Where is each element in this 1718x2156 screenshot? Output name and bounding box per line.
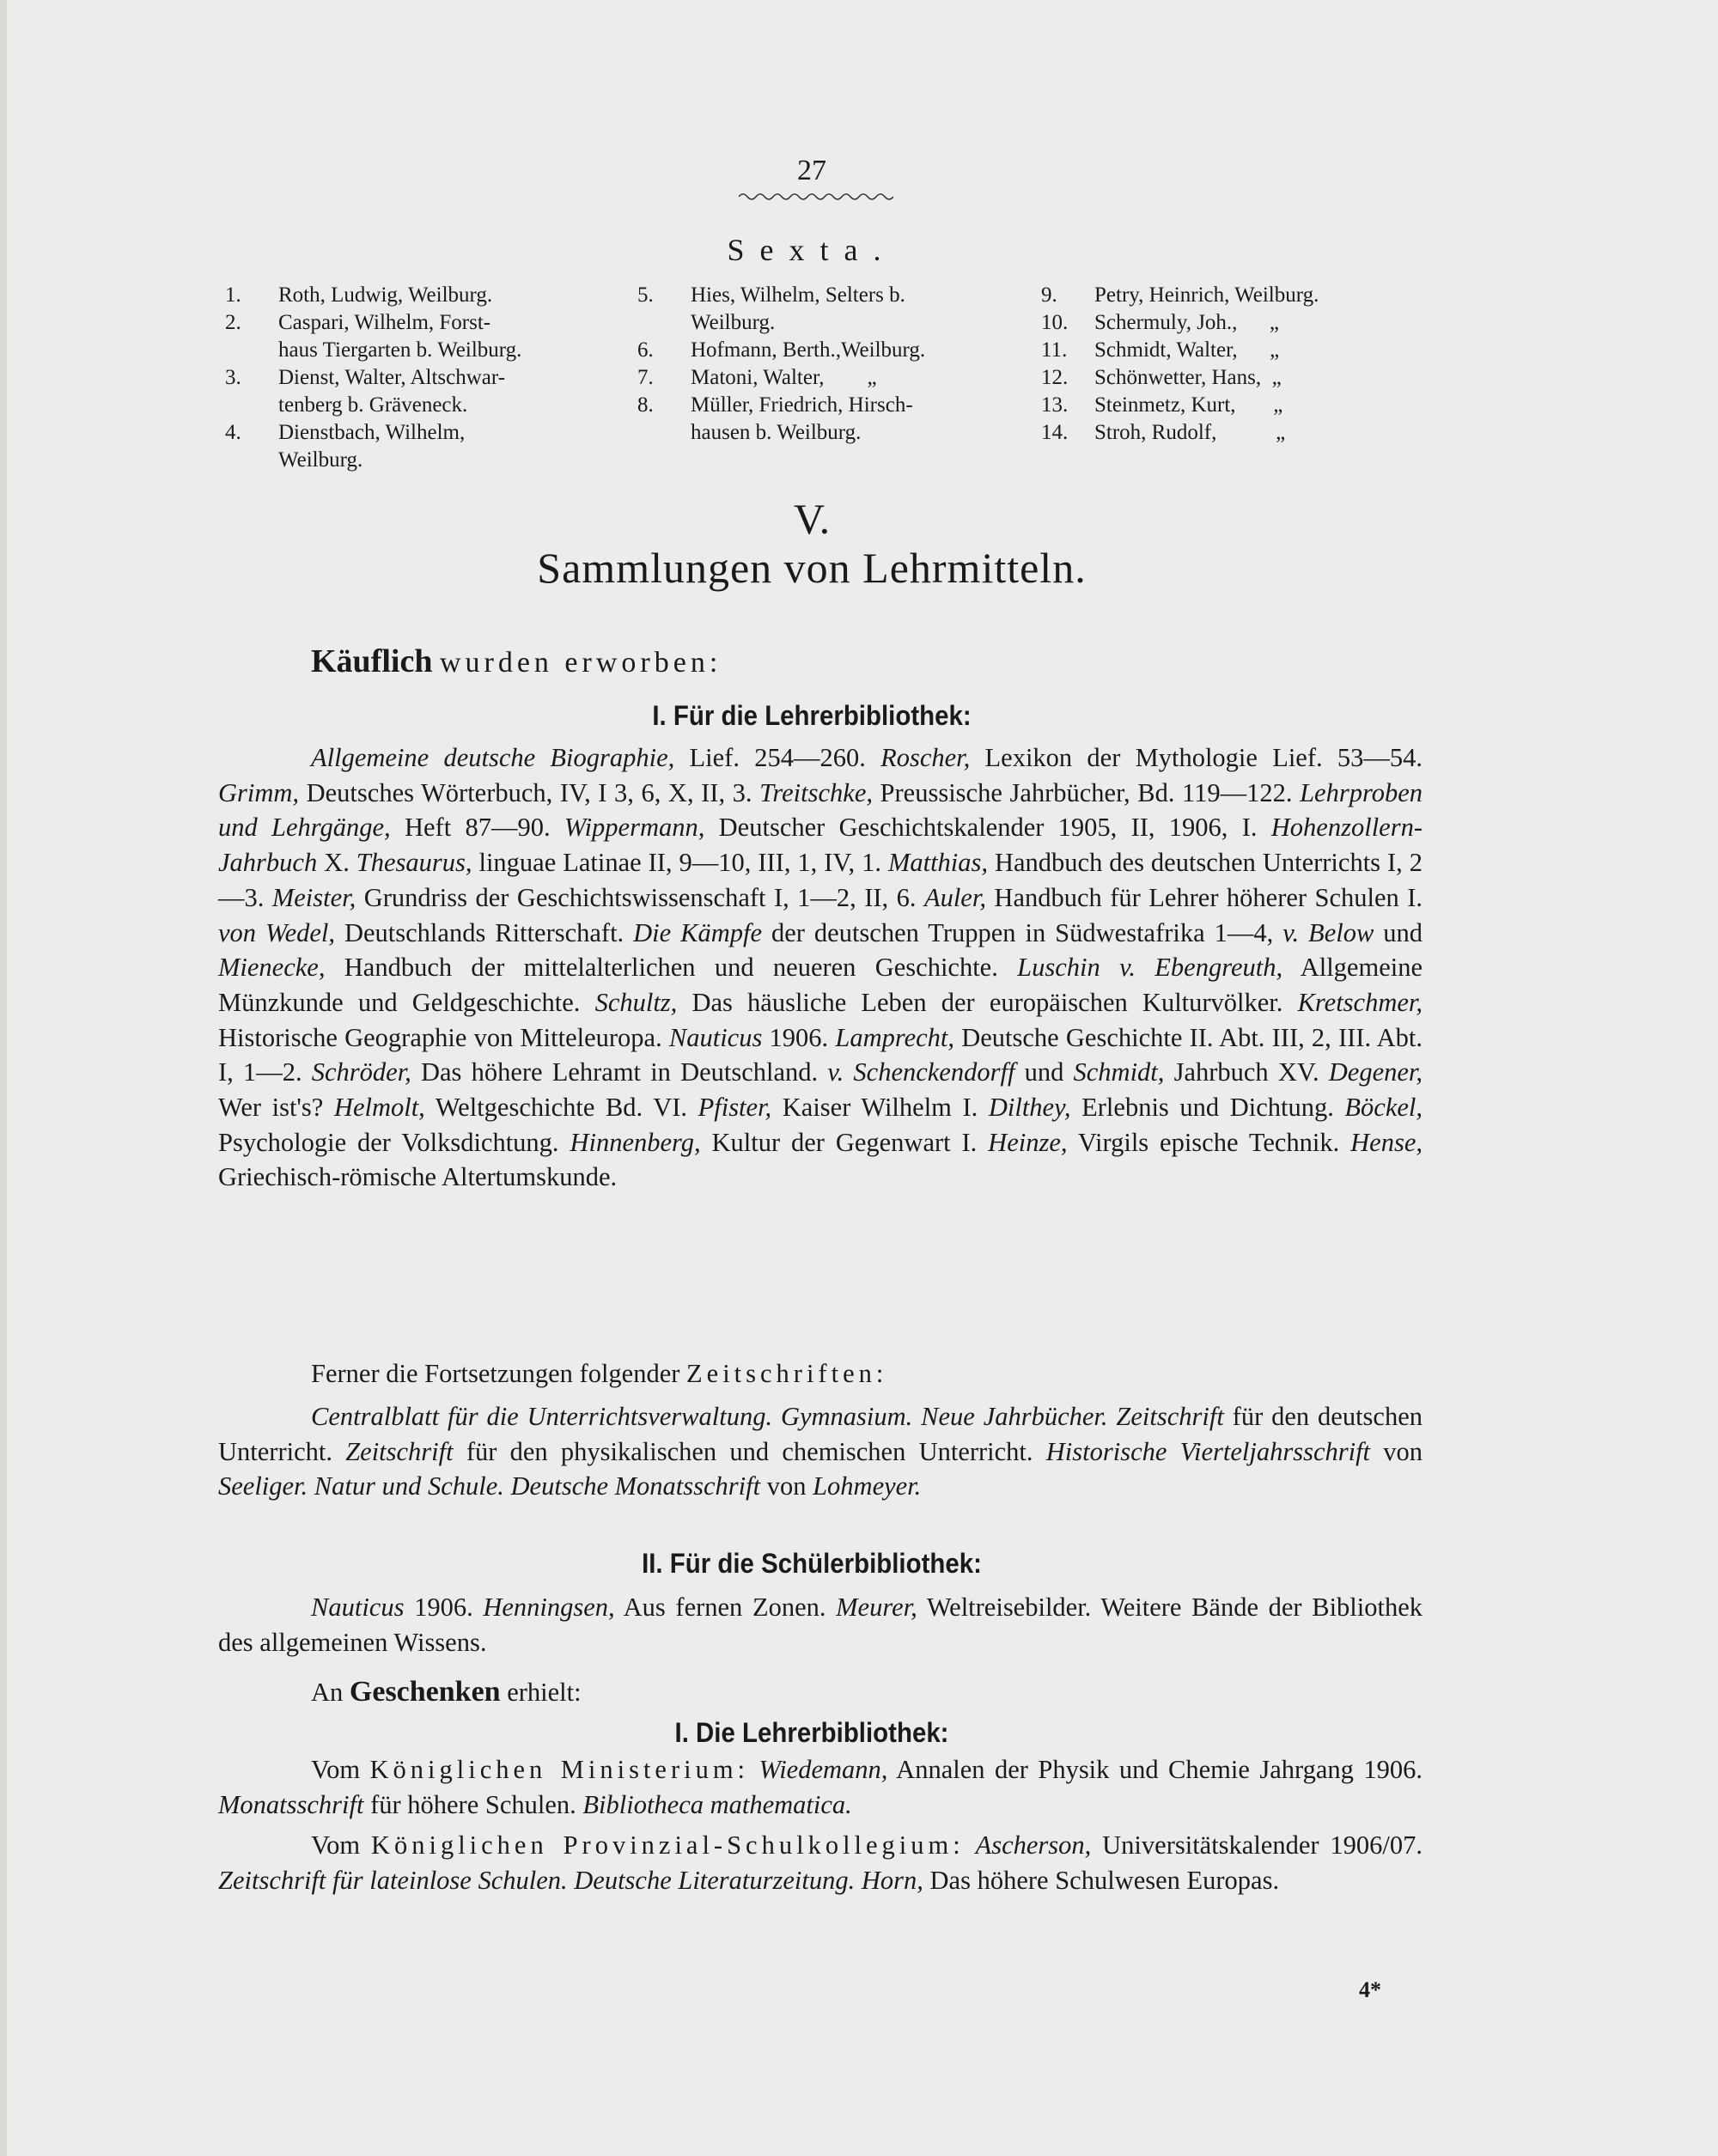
student-text: Roth, Ludwig, Weilburg. bbox=[278, 283, 493, 307]
citation-italic: Monatsschrift bbox=[218, 1789, 364, 1819]
text-run: Universitätskalender 1906/07. bbox=[1091, 1830, 1423, 1860]
student-entry-line bbox=[637, 392, 1033, 419]
text-run: Griechisch-römische Altertumskunde. bbox=[218, 1162, 618, 1192]
student-entry-line bbox=[637, 364, 1033, 392]
text-run: Das häusliche Leben der europäischen Kulturvölker. bbox=[677, 987, 1298, 1017]
student-number: 10. bbox=[1041, 311, 1069, 334]
text-run: Allgemeine Münzkunde und Geldgeschichte. bbox=[218, 953, 1423, 1017]
student-text: Hofmann, Berth.,Weilburg. bbox=[691, 338, 926, 362]
student-column-3 bbox=[1041, 282, 1436, 447]
student-entry-line bbox=[1041, 309, 1436, 337]
student-number: 8. bbox=[637, 393, 654, 417]
student-entry-line bbox=[1041, 392, 1436, 419]
citation-italic: Nauticus bbox=[311, 1593, 405, 1622]
text-run: Das höhere Lehramt in Deutschland. bbox=[411, 1057, 828, 1087]
student-text: Dienst, Walter, Altschwar- bbox=[278, 366, 506, 389]
purchased-lead bbox=[311, 643, 722, 680]
student-entry-line: Weilburg. bbox=[691, 311, 776, 334]
student-entry-line: hausen b. Weilburg. bbox=[691, 421, 862, 444]
student-number: 5. bbox=[637, 283, 654, 307]
student-entry-line bbox=[1041, 337, 1436, 364]
purchased-lead-rest: wurden erworben: bbox=[439, 647, 722, 679]
text-run: Handbuch des deutschen Unterrichts I, 2—3. bbox=[218, 848, 1423, 912]
gift-ministry bbox=[218, 1752, 1423, 1822]
student-text: Stroh, Rudolf, „ bbox=[1094, 421, 1286, 444]
text-run: Handbuch für Lehrer höherer Schulen I. bbox=[985, 882, 1423, 912]
student-entry-line bbox=[1041, 282, 1436, 309]
citation-italic: von Wedel, bbox=[218, 917, 336, 947]
citation-italic: Helmolt, bbox=[333, 1093, 425, 1123]
student-library-list bbox=[218, 1590, 1423, 1660]
text-run: und bbox=[1374, 917, 1423, 947]
text-run: Weltreisebilder. Weitere Bände der Bibliothek des allgemeinen Wissens. bbox=[218, 1593, 1423, 1657]
student-number: 12. bbox=[1041, 366, 1069, 389]
student-number: 9. bbox=[1041, 283, 1057, 307]
text-run: Vom bbox=[311, 1755, 370, 1784]
chapter-title: Sammlungen von Lehrmitteln. bbox=[537, 544, 1087, 592]
signature-mark: 4* bbox=[1359, 1977, 1381, 2002]
class-heading: Sexta. bbox=[727, 233, 897, 267]
text-run: Lexikon der Mythologie Lief. 53—54. bbox=[970, 743, 1423, 772]
student-entry-line: Weilburg. bbox=[278, 448, 363, 472]
citation-italic: Hohenzollern-Jahrbuch bbox=[218, 813, 1423, 878]
text-run: Annalen der Physik und Chemie Jahrgang 1906. bbox=[887, 1755, 1423, 1784]
citation-italic: Dilthey, bbox=[988, 1093, 1071, 1123]
student-entry-line: haus Tiergarten b. Weilburg. bbox=[278, 338, 522, 362]
citation-italic: Allgemeine deutsche Biographie, bbox=[311, 743, 675, 772]
text-run: X. bbox=[317, 848, 356, 878]
citation-italic: Auler, bbox=[923, 882, 986, 912]
citation-italic: v. Schenckendorff bbox=[827, 1057, 1015, 1087]
student-number: 3. bbox=[225, 366, 241, 389]
gifts-intro bbox=[218, 1675, 1423, 1710]
citation-italic: Schultz, bbox=[594, 987, 678, 1017]
text-run: für den deutschen Unterricht. bbox=[218, 1402, 1423, 1466]
text-run: für den physikalischen und chemischen Unterricht. bbox=[453, 1436, 1046, 1466]
citation-italic: Treitschke, bbox=[759, 777, 873, 807]
student-text: Schermuly, Joh., „ bbox=[1094, 311, 1280, 334]
text-run: von bbox=[1370, 1436, 1423, 1466]
citation-italic: Thesaurus, bbox=[356, 848, 472, 878]
citation-italic: Zeitschrift für lateinlose Schulen. Deutsche Literaturzeitung. Horn, bbox=[218, 1865, 923, 1895]
text-run: Königlichen Ministerium: bbox=[369, 1755, 750, 1784]
text-run: Königlichen Provinzial-Schulkollegium: bbox=[370, 1830, 965, 1860]
text-run: linguae Latinae II, 9—10, III, 1, IV, 1. bbox=[472, 848, 888, 878]
citation-italic: Roscher, bbox=[880, 743, 971, 772]
sheet-edge bbox=[0, 0, 7, 2156]
text-run: Ferner die Fortsetzungen folgender bbox=[311, 1359, 687, 1388]
purchased-lead-bold: Käuflich bbox=[311, 643, 433, 679]
citation-italic: Wiedemann, bbox=[758, 1755, 888, 1784]
text-run: An bbox=[311, 1678, 350, 1707]
citation-italic: Heinze, bbox=[988, 1127, 1068, 1157]
section-student-library: II. Für die Schülerbibliothek: bbox=[642, 1548, 982, 1579]
student-text: Dienstbach, Wilhelm, bbox=[278, 421, 466, 444]
citation-italic: Kretschmer, bbox=[1297, 987, 1423, 1017]
student-number: 7. bbox=[637, 366, 654, 389]
text-run: Psychologie der Volksdichtung. bbox=[218, 1127, 570, 1157]
citation-italic: Meurer, bbox=[836, 1593, 917, 1622]
student-number: 11. bbox=[1041, 338, 1068, 362]
student-text: Matoni, Walter, „ bbox=[691, 366, 877, 389]
teacher-library-list bbox=[218, 740, 1423, 1195]
student-entry-line bbox=[225, 364, 603, 392]
citation-italic: Degener, bbox=[1328, 1057, 1423, 1087]
text-run: Erlebnis und Dichtung. bbox=[1070, 1093, 1345, 1123]
student-number: 14. bbox=[1041, 421, 1069, 444]
text-run: Zeitschriften: bbox=[686, 1359, 888, 1388]
student-number: 1. bbox=[225, 283, 241, 307]
text-run: Das höhere Schulwesen Europas. bbox=[923, 1865, 1280, 1895]
periodicals-list bbox=[218, 1399, 1423, 1504]
text-run: Deutsche Geschichte II. Abt. III, 2, III. Abt. I, 1—2. bbox=[218, 1022, 1423, 1087]
citation-italic: Meister, bbox=[271, 882, 356, 912]
text-run: Jahrbuch XV. bbox=[1164, 1057, 1329, 1087]
text-run: Wer ist's? bbox=[218, 1093, 334, 1123]
student-column-1 bbox=[225, 282, 603, 474]
page-number: 27 bbox=[797, 155, 826, 186]
citation-italic: Lohmeyer. bbox=[813, 1471, 922, 1501]
text-run: 1906. bbox=[762, 1022, 836, 1052]
citation-italic: Die Kämpfe bbox=[633, 917, 763, 947]
text-run: Preussische Jahrbücher, Bd. 119—122. bbox=[872, 777, 1301, 807]
citation-italic: Henningsen, bbox=[483, 1593, 615, 1622]
citation-italic: Schmidt, bbox=[1073, 1057, 1165, 1087]
citation-italic: Luschin v. Ebengreuth, bbox=[1017, 953, 1283, 983]
citation-italic: Pfister, bbox=[698, 1093, 772, 1123]
text-run: Aus fernen Zonen. bbox=[614, 1593, 837, 1622]
text-run bbox=[749, 1755, 758, 1784]
text-run: Heft 87—90. bbox=[390, 813, 564, 843]
text-run: Kaiser Wilhelm I. bbox=[771, 1093, 989, 1123]
student-number: 4. bbox=[225, 421, 241, 444]
citation-italic: Grimm, bbox=[218, 777, 300, 807]
student-entry-line bbox=[637, 282, 1033, 309]
text-run: für höhere Schulen. bbox=[363, 1789, 583, 1819]
citation-italic: Bibliotheca mathematica. bbox=[582, 1789, 852, 1819]
text-run: erhielt: bbox=[500, 1678, 582, 1707]
text-run: Handbuch der mittelalterlichen und neueren Geschichte. bbox=[325, 953, 1018, 983]
citation-italic: Mienecke, bbox=[218, 953, 326, 983]
text-run: Historische Geographie von Mitteleuropa. bbox=[218, 1022, 669, 1052]
text-run: von bbox=[760, 1471, 813, 1501]
text-run: Deutscher Geschichtskalender 1905, II, 1906, I. bbox=[704, 813, 1271, 843]
citation-italic: Centralblatt für die Unterrichtsverwaltung. Gymnasium. Neue Jahrbücher. Zeitschrift bbox=[311, 1402, 1224, 1431]
text-run: Virgils epische Technik. bbox=[1067, 1127, 1351, 1157]
citation-italic: Hinnenberg, bbox=[570, 1127, 701, 1157]
citation-italic: Ascherson, bbox=[975, 1830, 1092, 1860]
citation-italic: Historische Vierteljahrsschrift bbox=[1045, 1436, 1371, 1466]
citation-italic: Wippermann, bbox=[564, 813, 705, 843]
student-entry-line bbox=[1041, 364, 1436, 392]
student-column-2 bbox=[637, 282, 1033, 447]
citation-italic: Lehrproben und Lehrgänge, bbox=[218, 777, 1423, 843]
student-entry-line bbox=[637, 337, 1033, 364]
text-run bbox=[965, 1830, 976, 1860]
text-run: Deutschlands Ritterschaft. bbox=[335, 917, 634, 947]
student-entry-line bbox=[225, 282, 603, 309]
student-text: Schmidt, Walter, „ bbox=[1094, 338, 1280, 362]
text-run: der deutschen Truppen in Südwestafrika 1—4, bbox=[762, 917, 1283, 947]
text-run: Geschenken bbox=[349, 1676, 501, 1708]
chapter-numeral: V. bbox=[793, 495, 831, 543]
citation-italic: Matthias, bbox=[887, 848, 989, 878]
student-number: 2. bbox=[225, 311, 241, 334]
text-run: Grundriss der Geschichtswissenschaft I, 1—2, II, 6. bbox=[356, 882, 924, 912]
student-text: Hies, Wilhelm, Selters b. bbox=[691, 283, 905, 307]
citation-italic: Böckel, bbox=[1344, 1093, 1423, 1123]
student-number: 13. bbox=[1041, 393, 1069, 417]
student-entry-line bbox=[225, 309, 603, 337]
student-text: Petry, Heinrich, Weilburg. bbox=[1094, 283, 1319, 307]
gift-provincial-board bbox=[218, 1828, 1423, 1897]
section-gifts-teacher-library: I. Die Lehrerbibliothek: bbox=[674, 1717, 949, 1748]
wavy-rule bbox=[739, 191, 893, 203]
text-run: Kultur der Gegenwart I. bbox=[700, 1127, 989, 1157]
student-text: Steinmetz, Kurt, „ bbox=[1094, 393, 1283, 417]
citation-italic: Lamprecht, bbox=[835, 1022, 955, 1052]
citation-italic: Zeitschrift bbox=[345, 1436, 454, 1466]
student-text: Caspari, Wilhelm, Forst- bbox=[278, 311, 491, 334]
citation-italic: v. Below bbox=[1282, 917, 1374, 947]
text-run: 1906. bbox=[404, 1593, 484, 1622]
text-run: Deutsches Wörterbuch, IV, I 3, 6, X, II, 3. bbox=[299, 777, 760, 807]
text-run: und bbox=[1014, 1057, 1074, 1087]
student-text: Schönwetter, Hans, „ bbox=[1094, 366, 1282, 389]
text-run: Vom bbox=[311, 1830, 371, 1860]
student-entry-line bbox=[1041, 419, 1436, 447]
student-entry-line bbox=[225, 419, 603, 447]
text-run: Lief. 254—260. bbox=[674, 743, 881, 772]
student-text: Müller, Friedrich, Hirsch- bbox=[691, 393, 913, 417]
periodicals-intro bbox=[218, 1356, 1423, 1392]
citation-italic: Schröder, bbox=[311, 1057, 411, 1087]
citation-italic: Seeliger. Natur und Schule. Deutsche Monatsschrift bbox=[218, 1471, 761, 1501]
section-teacher-library: I. Für die Lehrerbibliothek: bbox=[652, 700, 972, 731]
text-run: Weltgeschichte Bd. VI. bbox=[424, 1093, 698, 1123]
student-number: 6. bbox=[637, 338, 654, 362]
student-entry-line: tenberg b. Gräveneck. bbox=[278, 393, 468, 417]
citation-italic: Nauticus bbox=[668, 1022, 763, 1052]
citation-italic: Hense, bbox=[1350, 1127, 1423, 1157]
